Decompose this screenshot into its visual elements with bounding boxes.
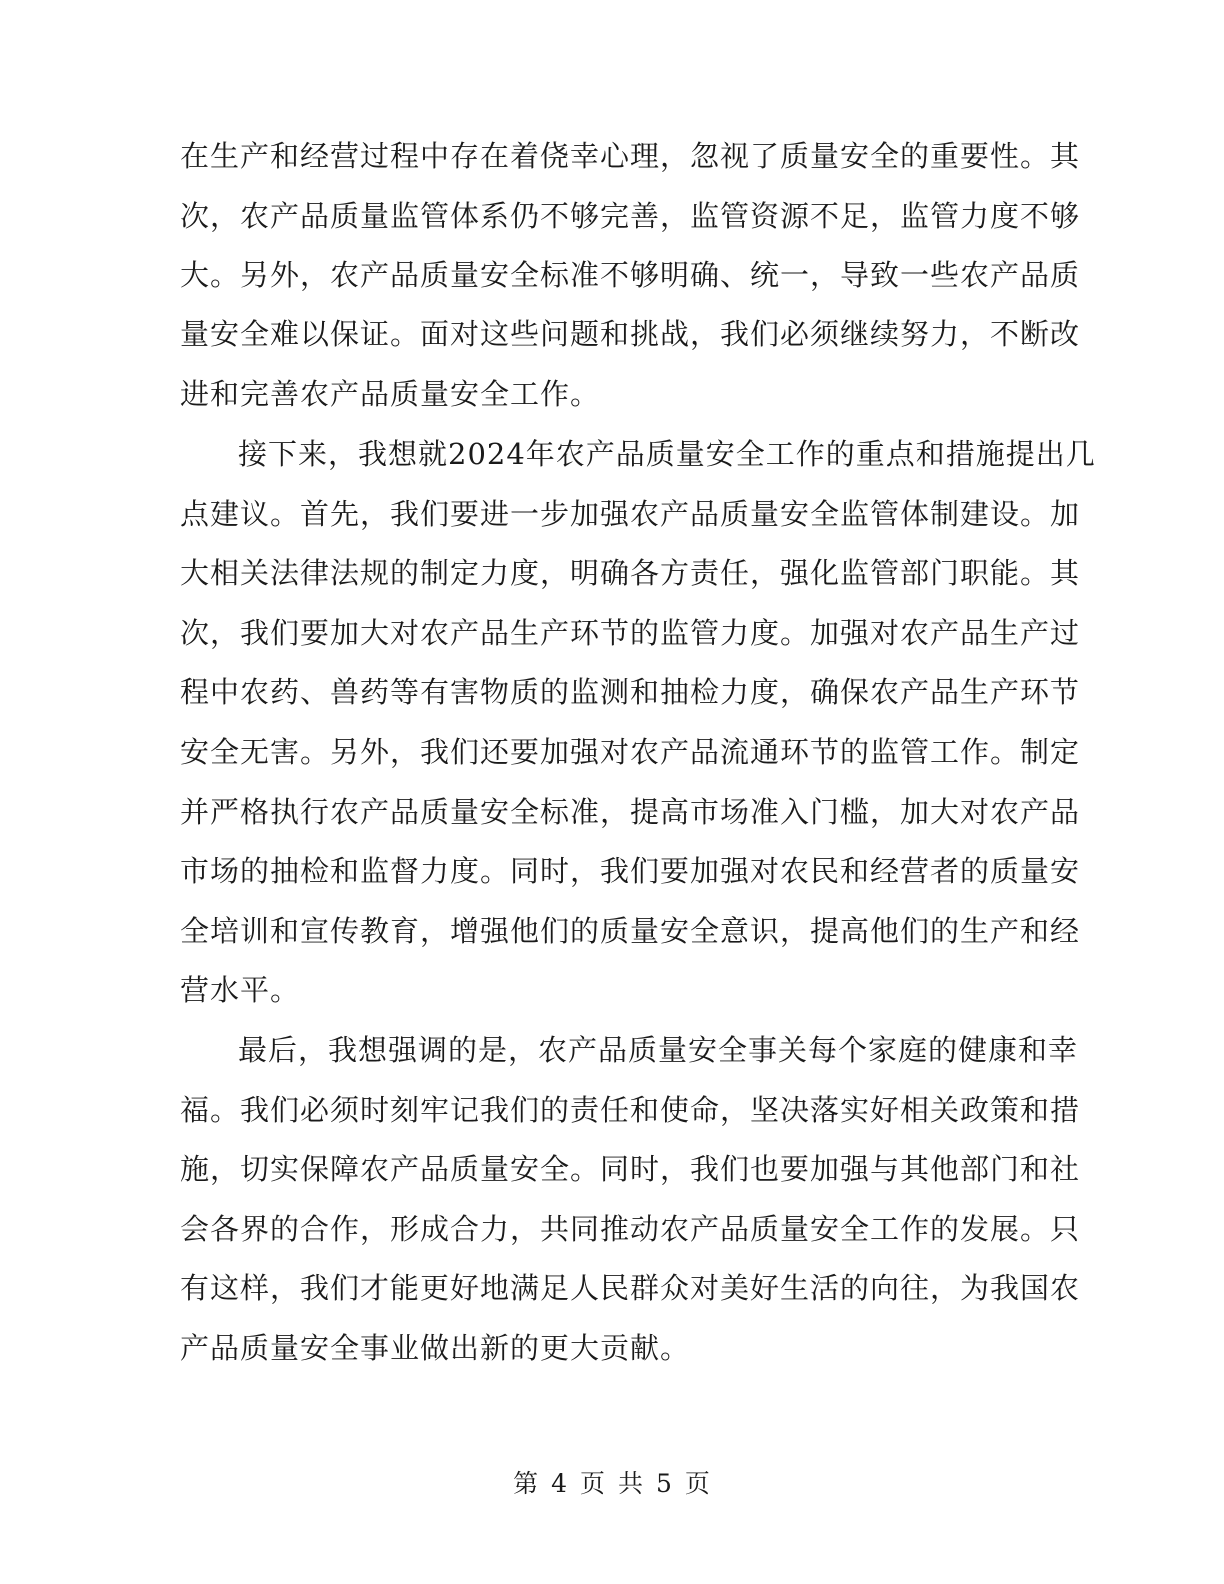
paragraph-2-line-2: 点建议。首先，我们要进一步加强农产品质量安全监管体制建设。加 <box>180 497 1081 531</box>
footer-page-word: 页 <box>579 1469 606 1498</box>
footer-total-pages: 5 <box>656 1469 673 1498</box>
paragraph-2-line-5: 程中农药、兽药等有害物质的监测和抽检力度，确保农产品生产环节 <box>180 675 1081 709</box>
paragraph-1-line-4: 量安全难以保证。面对这些问题和挑战，我们必须继续努力，不断改 <box>180 317 1081 351</box>
paragraph-2-line-1: 接下来，我想就2024年农产品质量安全工作的重点和措施提出几 <box>238 437 1096 471</box>
footer-total-word: 共 <box>618 1469 645 1498</box>
paragraph-2-line-4: 次，我们要加大对农产品生产环节的监管力度。加强对农产品生产过 <box>180 616 1081 650</box>
paragraph-3-line-2: 福。我们必须时刻牢记我们的责任和使命，坚决落实好相关政策和措 <box>180 1093 1081 1127</box>
paragraph-1-line-3: 大。另外，农产品质量安全标准不够明确、统一，导致一些农产品质 <box>180 258 1081 292</box>
paragraph-3-line-4: 会各界的合作，形成合力，共同推动农产品质量安全工作的发展。只 <box>180 1212 1081 1246</box>
paragraph-1-line-5: 进和完善农产品质量安全工作。 <box>180 377 601 411</box>
paragraph-2-line-8: 市场的抽检和监督力度。同时，我们要加强对农民和经营者的质量安 <box>180 854 1081 888</box>
paragraph-1-line-1: 在生产和经营过程中存在着侥幸心理，忽视了质量安全的重要性。其 <box>180 139 1081 173</box>
paragraph-2-line-10: 营水平。 <box>180 973 301 1007</box>
page-footer <box>0 1464 1224 1500</box>
footer-current-page: 4 <box>551 1469 568 1498</box>
paragraph-1-line-2: 次，农产品质量监管体系仍不够完善，监管资源不足，监管力度不够 <box>180 199 1081 233</box>
paragraph-3-line-1: 最后，我想强调的是，农产品质量安全事关每个家庭的健康和幸 <box>238 1033 1079 1067</box>
footer-prefix: 第 <box>513 1469 540 1498</box>
paragraph-2-line-6: 安全无害。另外，我们还要加强对农产品流通环节的监管工作。制定 <box>180 735 1081 769</box>
paragraph-3-line-5: 有这样，我们才能更好地满足人民群众对美好生活的向往，为我国农 <box>180 1271 1081 1305</box>
paragraph-2-line-3: 大相关法律法规的制定力度，明确各方责任，强化监管部门职能。其 <box>180 556 1081 590</box>
paragraph-3-line-6: 产品质量安全事业做出新的更大贡献。 <box>180 1331 691 1365</box>
paragraph-2-line-9: 全培训和宣传教育，增强他们的质量安全意识，提高他们的生产和经 <box>180 914 1081 948</box>
paragraph-2-line-7: 并严格执行农产品质量安全标准，提高市场准入门槛，加大对农产品 <box>180 795 1081 829</box>
footer-suffix: 页 <box>684 1469 711 1498</box>
paragraph-3-line-3: 施，切实保障农产品质量安全。同时，我们也要加强与其他部门和社 <box>180 1152 1081 1186</box>
